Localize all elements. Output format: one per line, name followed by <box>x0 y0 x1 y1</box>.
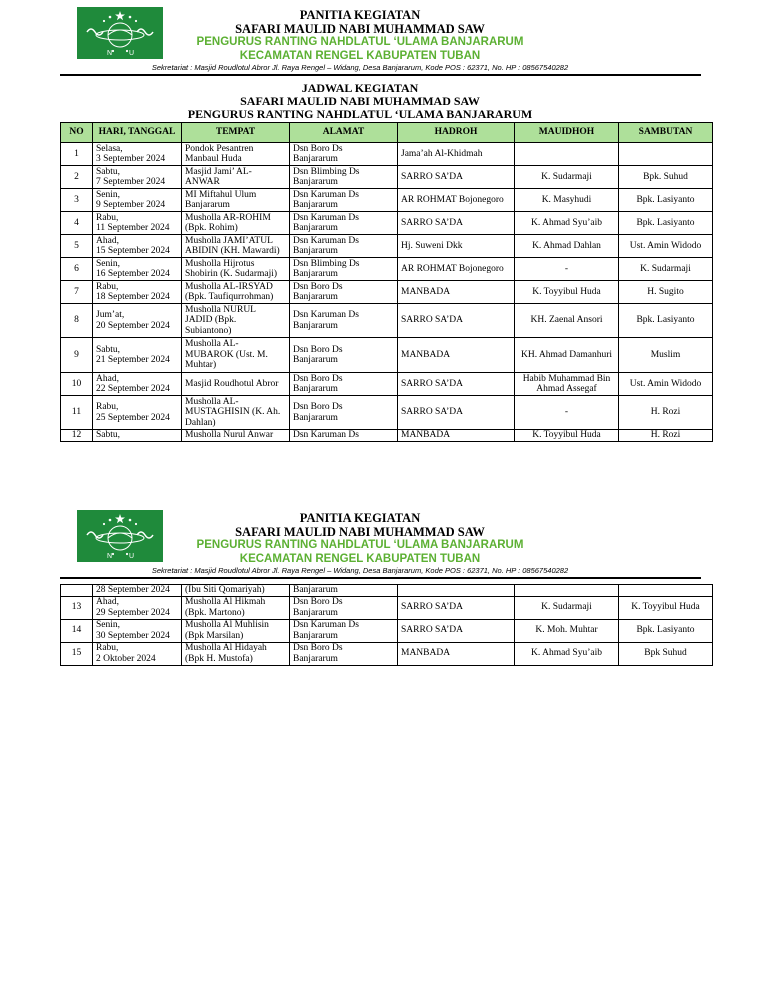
cell-alamat: Dsn Karuman Ds Banjararum <box>290 189 398 212</box>
table-row <box>61 373 713 396</box>
cell-no: 13 <box>61 596 93 619</box>
cell-alamat: Dsn Blimbing Ds Banjararum <box>290 258 398 281</box>
cell-hadroh: Hj. Suweni Dkk <box>398 235 515 258</box>
cell-hadroh <box>398 585 515 597</box>
cell-no: 3 <box>61 189 93 212</box>
table-row <box>61 304 713 338</box>
table-row <box>61 235 713 258</box>
logo-letter-u-2: U <box>129 553 135 560</box>
table-row <box>61 596 713 619</box>
cell-mauidhoh: K. Masyhudi <box>515 189 619 212</box>
table-row <box>61 396 713 430</box>
cell-no: 4 <box>61 212 93 235</box>
cell-no: 1 <box>61 143 93 166</box>
cell-tempat: Masjid Jami’ AL- ANWAR <box>182 166 290 189</box>
cell-alamat: Dsn Boro Ds Banjararum <box>290 373 398 396</box>
header-title: PANITIA KEGIATAN <box>299 8 421 22</box>
cell-hadroh: SARRO SA’DA <box>398 212 515 235</box>
cell-hadroh: SARRO SA’DA <box>398 304 515 338</box>
cell-hari-tanggal: 28 September 2024 <box>93 585 182 597</box>
cell-hadroh: MANBADA <box>398 642 515 665</box>
col-alamat: ALAMAT <box>290 123 398 143</box>
cell-alamat: Banjararum <box>290 585 398 597</box>
schedule-org: PENGURUS RANTING NAHDLATUL ‘ULAMA BANJARARUM <box>187 107 533 121</box>
cell-hari-tanggal: Ahad, 22 September 2024 <box>93 373 182 396</box>
cell-alamat: Dsn Boro Ds Banjararum <box>290 143 398 166</box>
cell-sambutan: Bpk. Lasiyanto <box>619 304 713 338</box>
cell-no: 10 <box>61 373 93 396</box>
cell-hadroh: SARRO SA’DA <box>398 619 515 642</box>
cell-sambutan: Bpk. Lasiyanto <box>619 189 713 212</box>
cell-mauidhoh: KH. Zaenal Ansori <box>515 304 619 338</box>
cell-tempat: Musholla AL- MUSTAGHISIN (K. Ah. Dahlan) <box>182 396 290 430</box>
cell-tempat: Musholla AR-ROHIM (Bpk. Rohim) <box>182 212 290 235</box>
table-row <box>61 619 713 642</box>
cell-alamat: Dsn Boro Ds Banjararum <box>290 642 398 665</box>
cell-tempat: Musholla AL-IRSYAD (Bpk. Taufiqurrohman) <box>182 281 290 304</box>
cell-mauidhoh: - <box>515 258 619 281</box>
header-rule <box>60 74 701 76</box>
cell-sambutan: Bpk. Lasiyanto <box>619 212 713 235</box>
cell-no <box>61 585 93 597</box>
cell-hari-tanggal: Rabu, 25 September 2024 <box>93 396 182 430</box>
cell-alamat: Dsn Karuman Ds Banjararum <box>290 235 398 258</box>
sekretariat-line: Sekretariat : Masjid Roudlotul Abror Jl. Raya Rengel – Widang, Desa Banjararum, Kode POS : 62371, No. HP : 08567540282 <box>151 63 569 72</box>
cell-sambutan: Bpk Suhud <box>619 642 713 665</box>
cell-hadroh: SARRO SA’DA <box>398 373 515 396</box>
cell-hari-tanggal: Rabu, 11 September 2024 <box>93 212 182 235</box>
table-row <box>61 430 713 442</box>
cell-mauidhoh: K. Moh. Muhtar <box>515 619 619 642</box>
cell-sambutan <box>619 585 713 597</box>
table-row <box>61 258 713 281</box>
cell-sambutan: Bpk. Lasiyanto <box>619 619 713 642</box>
cell-tempat: Musholla AL- MUBAROK (Ust. M. Muhtar) <box>182 338 290 373</box>
cell-alamat: Dsn Boro Ds Banjararum <box>290 281 398 304</box>
cell-alamat: Dsn Boro Ds Banjararum <box>290 338 398 373</box>
cell-sambutan: H. Rozi <box>619 430 713 442</box>
cell-hari-tanggal: Senin, 9 September 2024 <box>93 189 182 212</box>
col-hadroh: HADROH <box>398 123 515 143</box>
table-row <box>61 338 713 373</box>
schedule-table <box>60 122 713 442</box>
cell-hadroh: SARRO SA’DA <box>398 396 515 430</box>
cell-no: 5 <box>61 235 93 258</box>
cell-hadroh: AR ROHMAT Bojonegoro <box>398 258 515 281</box>
header-location-2: KECAMATAN RENGEL KABUPATEN TUBAN <box>239 553 481 565</box>
cell-hadroh: MANBADA <box>398 338 515 373</box>
cell-mauidhoh: K. Ahmad Syu’aib <box>515 212 619 235</box>
cell-no: 9 <box>61 338 93 373</box>
cell-hadroh: AR ROHMAT Bojonegoro <box>398 189 515 212</box>
cell-mauidhoh: K. Sudarmaji <box>515 166 619 189</box>
cell-tempat: (Ibu Siti Qomariyah) <box>182 585 290 597</box>
cell-alamat: Dsn Boro Ds Banjararum <box>290 396 398 430</box>
schedule-title: JADWAL KEGIATAN <box>301 81 419 95</box>
cell-alamat: Dsn Boro Ds Banjararum <box>290 596 398 619</box>
cell-tempat: Musholla Nurul Anwar <box>182 430 290 442</box>
col-no: NO <box>61 123 93 143</box>
schedule-subtitle: SAFARI MAULID NABI MUHAMMAD SAW <box>240 94 480 108</box>
cell-hari-tanggal: Sabtu, <box>93 430 182 442</box>
cell-hadroh: Jama’ah Al-Khidmah <box>398 143 515 166</box>
cell-hari-tanggal: Senin, 16 September 2024 <box>93 258 182 281</box>
cell-hadroh: SARRO SA’DA <box>398 596 515 619</box>
cell-sambutan: Bpk. Suhud <box>619 166 713 189</box>
cell-hari-tanggal: Ahad, 15 September 2024 <box>93 235 182 258</box>
header-org: PENGURUS RANTING NAHDLATUL ‘ULAMA BANJARARUM <box>196 36 524 48</box>
col-mauidhoh: MAUIDHOH <box>515 123 619 143</box>
cell-mauidhoh: - <box>515 396 619 430</box>
logo-letter-u: U <box>129 50 135 57</box>
cell-mauidhoh: KH. Ahmad Damanhuri <box>515 338 619 373</box>
schedule-table-2 <box>60 584 713 666</box>
cell-alamat: Dsn Karuman Ds Banjararum <box>290 619 398 642</box>
cell-sambutan: H. Rozi <box>619 396 713 430</box>
cell-hadroh: MANBADA <box>398 430 515 442</box>
header-subtitle-2: SAFARI MAULID NABI MUHAMMAD SAW <box>235 525 485 539</box>
cell-alamat: Dsn Blimbing Ds Banjararum <box>290 166 398 189</box>
cell-tempat: Musholla Al Muhlisin (Bpk Marsilan) <box>182 619 290 642</box>
cell-tempat: MI Miftahul Ulum Banjararum <box>182 189 290 212</box>
cell-mauidhoh: K. Ahmad Dahlan <box>515 235 619 258</box>
cell-no: 6 <box>61 258 93 281</box>
table-row <box>61 281 713 304</box>
cell-no: 15 <box>61 642 93 665</box>
cell-hari-tanggal: Sabtu, 7 September 2024 <box>93 166 182 189</box>
table-header-row <box>61 123 713 143</box>
cell-mauidhoh: K. Ahmad Syu’aib <box>515 642 619 665</box>
cell-no: 14 <box>61 619 93 642</box>
cell-hari-tanggal: Sabtu, 21 September 2024 <box>93 338 182 373</box>
header-subtitle: SAFARI MAULID NABI MUHAMMAD SAW <box>235 22 485 36</box>
cell-no: 8 <box>61 304 93 338</box>
col-sambutan: SAMBUTAN <box>619 123 713 143</box>
table-row <box>61 166 713 189</box>
cell-mauidhoh: K. Sudarmaji <box>515 596 619 619</box>
cell-alamat: Dsn Karuman Ds Banjararum <box>290 304 398 338</box>
cell-tempat: Musholla NURUL JADID (Bpk. Subiantono) <box>182 304 290 338</box>
cell-hadroh: SARRO SA’DA <box>398 166 515 189</box>
col-hari-tanggal: HARI, TANGGAL <box>93 123 182 143</box>
table-row <box>61 642 713 665</box>
table-row <box>61 212 713 235</box>
cell-mauidhoh: K. Toyyibul Huda <box>515 430 619 442</box>
cell-hari-tanggal: Jum’at, 20 September 2024 <box>93 304 182 338</box>
cell-sambutan: Ust. Amin Widodo <box>619 235 713 258</box>
cell-tempat: Musholla Hijrotus Shobirin (K. Sudarmaji) <box>182 258 290 281</box>
cell-no: 7 <box>61 281 93 304</box>
cell-sambutan: Ust. Amin Widodo <box>619 373 713 396</box>
nu-logo-2 <box>77 510 163 562</box>
schedule-heading <box>160 82 560 121</box>
cell-alamat: Dsn Karuman Ds Banjararum <box>290 212 398 235</box>
cell-tempat: Pondok Pesantren Manbaul Huda <box>182 143 290 166</box>
cell-hari-tanggal: Rabu, 18 September 2024 <box>93 281 182 304</box>
cell-no: 11 <box>61 396 93 430</box>
cell-no: 2 <box>61 166 93 189</box>
header-org-2: PENGURUS RANTING NAHDLATUL ‘ULAMA BANJARARUM <box>196 539 524 551</box>
cell-hadroh: MANBADA <box>398 281 515 304</box>
cell-tempat: Musholla Al Hikmah (Bpk. Martono) <box>182 596 290 619</box>
cell-hari-tanggal: Rabu, 2 Oktober 2024 <box>93 642 182 665</box>
header-title-2: PANITIA KEGIATAN <box>299 511 421 525</box>
page-header-2 <box>160 512 560 566</box>
cell-mauidhoh: K. Toyyibul Huda <box>515 281 619 304</box>
cell-tempat: Musholla Al Hidayah (Bpk H. Mustofa) <box>182 642 290 665</box>
cell-sambutan: K. Sudarmaji <box>619 258 713 281</box>
cell-alamat: Dsn Karuman Ds <box>290 430 398 442</box>
table-row <box>61 189 713 212</box>
cell-sambutan: H. Sugito <box>619 281 713 304</box>
nu-logo <box>77 7 163 59</box>
cell-sambutan: Muslim <box>619 338 713 373</box>
cell-no: 12 <box>61 430 93 442</box>
logo-letter-n: N <box>107 50 113 57</box>
cell-mauidhoh <box>515 143 619 166</box>
cell-tempat: Masjid Roudhotul Abror <box>182 373 290 396</box>
table-row <box>61 143 713 166</box>
cell-mauidhoh <box>515 585 619 597</box>
sekretariat-line-2: Sekretariat : Masjid Roudlotul Abror Jl. Raya Rengel – Widang, Desa Banjararum, Kode POS : 62371, No. HP : 08567540282 <box>151 566 569 575</box>
cell-hari-tanggal: Selasa, 3 September 2024 <box>93 143 182 166</box>
logo-letter-n-2: N <box>107 553 113 560</box>
table-row <box>61 585 713 597</box>
header-rule-2 <box>60 577 701 579</box>
cell-sambutan <box>619 143 713 166</box>
cell-hari-tanggal: Senin, 30 September 2024 <box>93 619 182 642</box>
col-tempat: TEMPAT <box>182 123 290 143</box>
cell-mauidhoh: Habib Muhammad Bin Ahmad Assegaf <box>515 373 619 396</box>
cell-hari-tanggal: Ahad, 29 September 2024 <box>93 596 182 619</box>
header-location: KECAMATAN RENGEL KABUPATEN TUBAN <box>239 50 481 62</box>
page-header <box>160 9 560 63</box>
cell-sambutan: K. Toyyibul Huda <box>619 596 713 619</box>
cell-tempat: Musholla JAMI’ATUL ABIDIN (KH. Mawardi) <box>182 235 290 258</box>
